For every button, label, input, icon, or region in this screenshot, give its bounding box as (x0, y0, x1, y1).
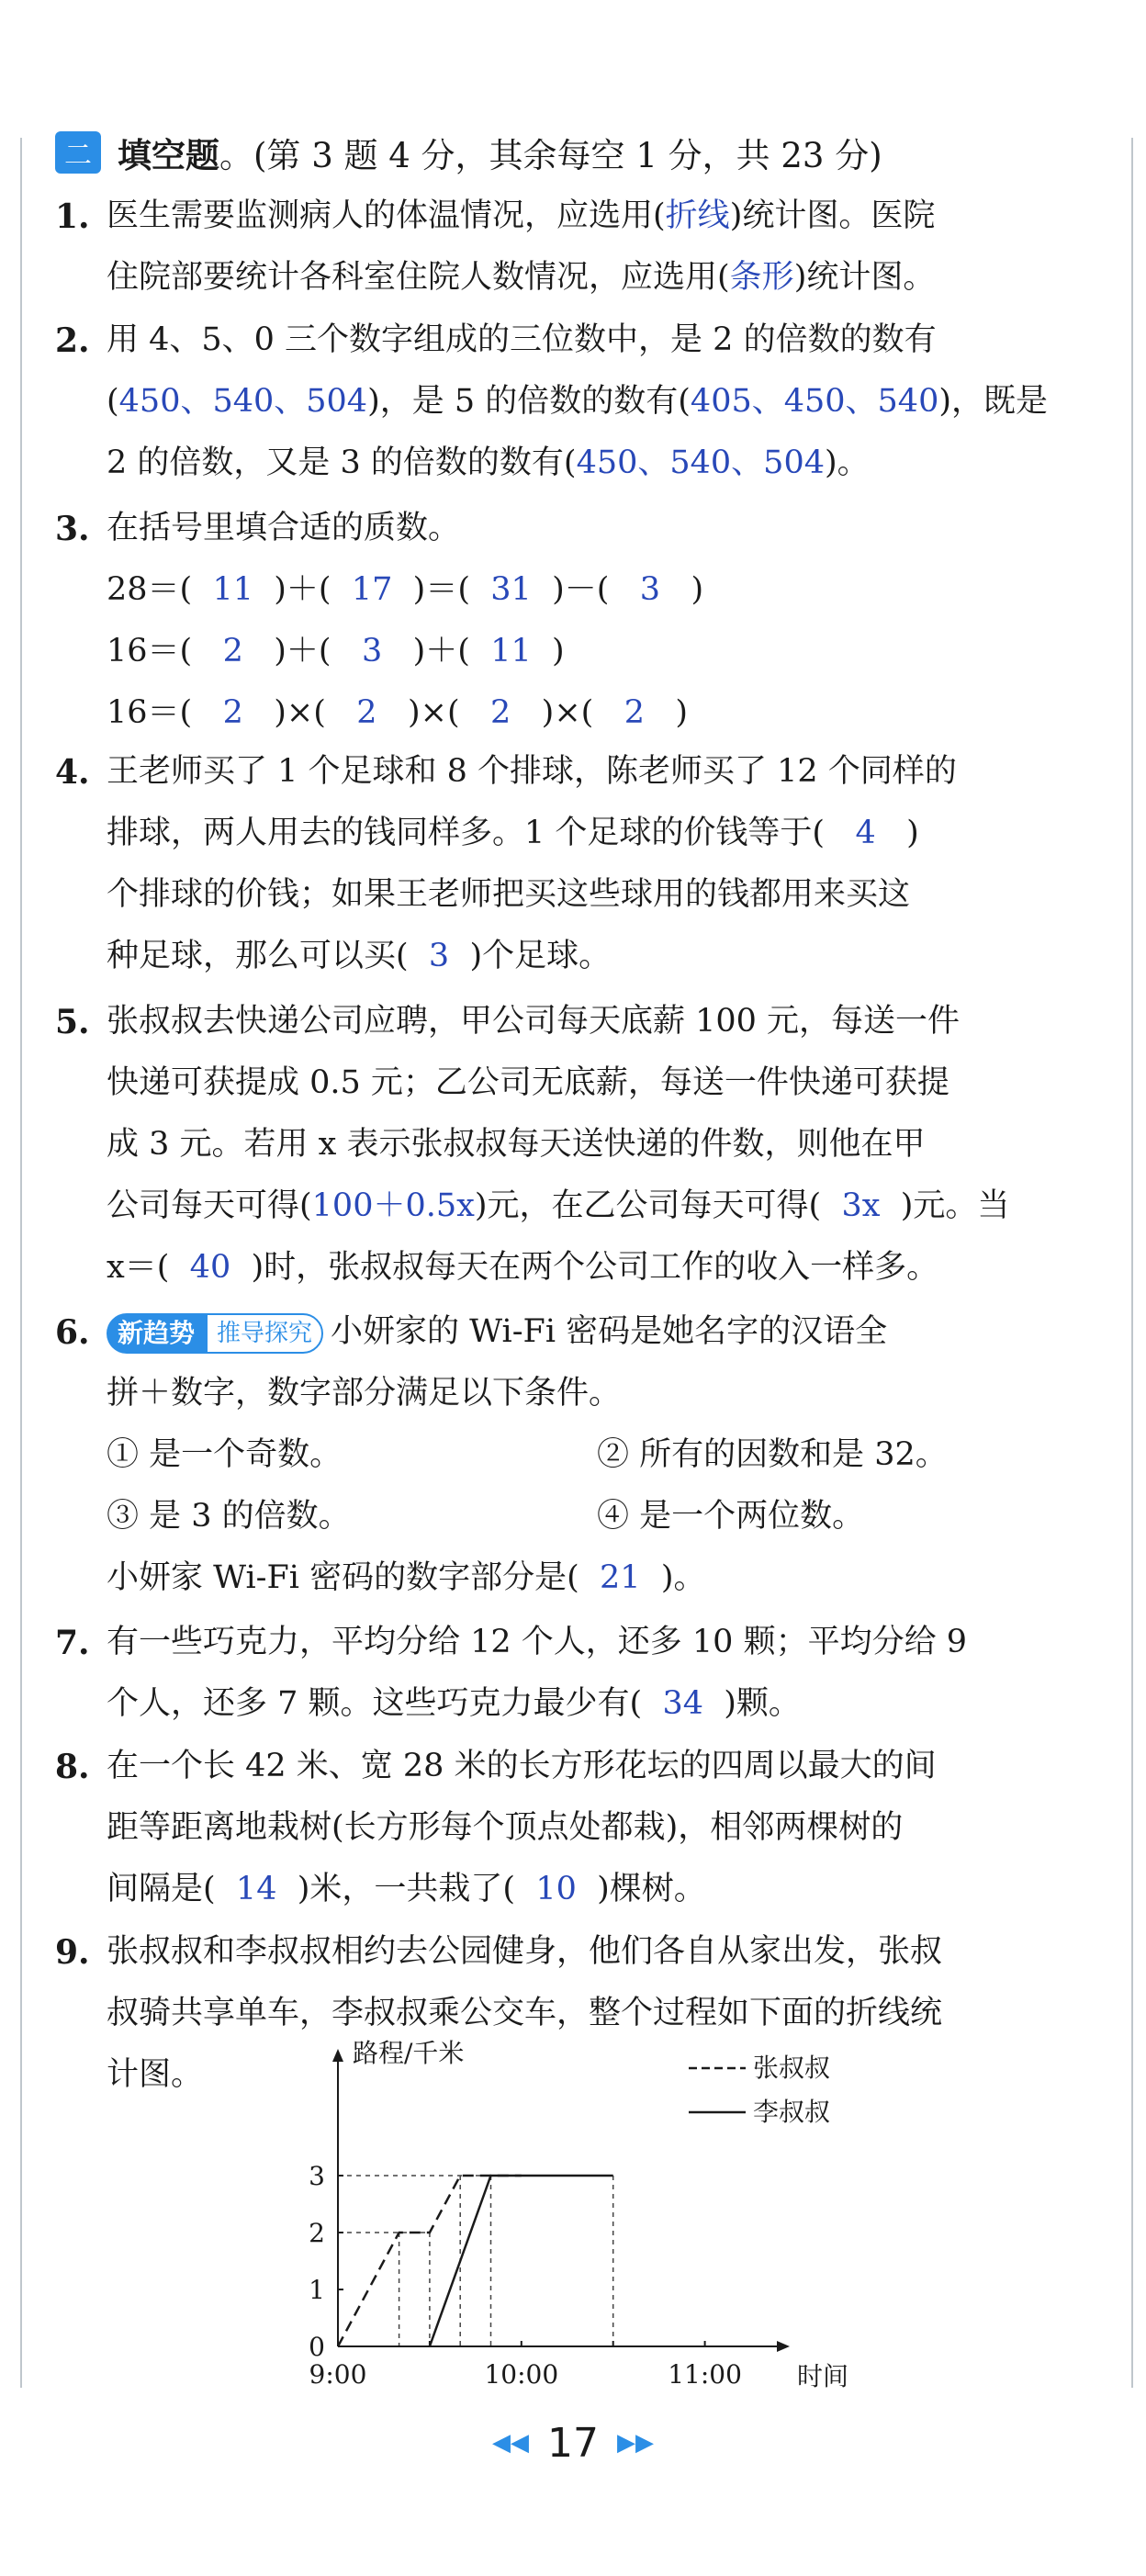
question-number: 7. (55, 1624, 90, 1662)
legend-label: 张叔叔 (753, 2053, 831, 2083)
q5-line-5: x＝( 40 )时，张叔叔每天在两个公司工作的收入一样多。 (107, 1249, 939, 1286)
answer: 4 (855, 815, 876, 851)
q5-line-1: 张叔叔去快递公司应聘，甲公司每天底薪 100 元，每送一件 (107, 1003, 961, 1040)
question-number: 1. (55, 197, 90, 236)
y-axis-title: 路程/千米 (353, 2038, 465, 2068)
question-number: 3. (55, 510, 90, 548)
q6-condition-4: ④ 是一个两位数。 (597, 1498, 865, 1535)
q3-row-2: 16＝( 2 )＋( 3 )＋( 11 ) (107, 633, 565, 669)
q4-line-4: 种足球，那么可以买( 3 )个足球。 (107, 938, 612, 974)
answer: 2 (222, 633, 243, 669)
x-tick-label: 9:00 (309, 2359, 367, 2390)
chart-series (338, 2176, 613, 2346)
q1-line-1: 医生需要监测病人的体温情况，应选用(折线)统计图。医院 (107, 197, 936, 234)
chart-legend (689, 2053, 830, 2127)
answer: 11 (490, 633, 532, 669)
q6-condition-1: ① 是一个奇数。 (107, 1436, 343, 1473)
distance-time-line-chart (275, 2034, 918, 2397)
answer: 405、450、540 (690, 383, 939, 420)
q5-line-4: 公司每天可得(100＋0.5x)元，在乙公司每天可得( 3x )元。当 (107, 1187, 1010, 1224)
q6-line-1: 新趋势 推导探究 小妍家的 Wi-Fi 密码是她名字的汉语全 (107, 1304, 887, 1359)
answer: 2 (624, 694, 645, 731)
legend-label: 李叔叔 (753, 2097, 831, 2127)
q5-line-3: 成 3 元。若用 x 表示张叔叔每天送快递的件数，则他在甲 (107, 1126, 926, 1163)
q7-line-2: 个人，还多 7 颗。这些巧克力最少有( 34 )颗。 (107, 1685, 801, 1722)
answer: 2 (490, 694, 511, 731)
answer: 2 (222, 694, 243, 731)
q5-line-2: 快递可获提成 0.5 元；乙公司无底薪，每送一件快递可获提 (107, 1064, 949, 1101)
answer: 100＋0.5x (311, 1187, 475, 1224)
answer: 3 (639, 571, 661, 608)
q4-line-3: 个排球的价钱；如果王老师把买这些球用的钱都用来买这 (107, 876, 911, 913)
x-axis-arrow-icon (777, 2341, 790, 2352)
answer: 34 (662, 1685, 703, 1722)
answer: 450、540、504 (576, 444, 825, 481)
question-number: 5. (55, 1003, 90, 1041)
q9-line-2: 叔骑共享单车，李叔叔乘公交车，整个过程如下面的折线统 (107, 1995, 943, 2031)
q8-line-3: 间隔是( 14 )米，一共栽了( 10 )棵树。 (107, 1871, 706, 1907)
section-number-icon: 二 (55, 131, 101, 174)
q2-line-1: 用 4、5、0 三个数字组成的三位数中，是 2 的倍数的数有 (107, 321, 937, 358)
q6-condition-2: ② 所有的因数和是 32。 (597, 1436, 948, 1473)
q9-line-3: 计图。 (107, 2056, 204, 2093)
answer: 3 (428, 938, 450, 974)
q3-row-3: 16＝( 2 )×( 2 )×( 2 )×( 2 ) (107, 694, 689, 731)
left-margin-line (20, 138, 22, 2388)
y-tick-label: 2 (309, 2218, 325, 2248)
question-number: 8. (55, 1748, 90, 1786)
answer: 17 (351, 571, 393, 608)
q8-line-2: 距等距离地栽树(长方形每个顶点处都栽)，相邻两棵树的 (107, 1809, 904, 1846)
answer: 11 (212, 571, 254, 608)
q3-instruction: 在括号里填合适的质数。 (107, 510, 461, 546)
answer: 3 (361, 633, 383, 669)
chart-axes (332, 2049, 790, 2352)
y-axis-arrow-icon (332, 2049, 343, 2062)
chart-labels (309, 2038, 848, 2391)
x-axis-title: 时间 (797, 2361, 849, 2391)
trend-tag: 新趋势 (107, 1313, 206, 1354)
right-margin-line (1131, 138, 1133, 2388)
series-line-2 (430, 2176, 613, 2346)
answer: 10 (535, 1871, 577, 1907)
answer: 3x (841, 1187, 881, 1224)
section-title: 填空题 (118, 136, 219, 175)
answer: 14 (235, 1871, 277, 1907)
question-number: 2. (55, 321, 90, 360)
q1-line-2: 住院部要统计各科室住院人数情况，应选用(条形)统计图。 (107, 259, 936, 296)
q6-line-2: 拼＋数字，数字部分满足以下条件。 (107, 1375, 622, 1412)
question-number: 4. (55, 753, 90, 792)
question-number: 9. (55, 1933, 90, 1972)
q7-line-1: 有一些巧克力，平均分给 12 个人，还多 10 颗；平均分给 9 (107, 1624, 967, 1660)
q4-line-1: 王老师买了 1 个足球和 8 个排球，陈老师买了 12 个同样的 (107, 753, 957, 790)
section-score-note: 。(第 3 题 4 分，其余每空 1 分，共 23 分) (219, 136, 882, 175)
q6-line-5: 小妍家 Wi-Fi 密码的数字部分是( 21 )。 (107, 1559, 706, 1596)
page-footer (0, 2406, 1146, 2480)
next-arrows-icon: ▶▶ (617, 2429, 654, 2457)
question-number: 6. (55, 1313, 90, 1352)
answer: 条形 (729, 259, 794, 296)
page-number: 17 (547, 2419, 599, 2467)
q6-condition-3: ③ 是 3 的倍数。 (107, 1498, 351, 1535)
x-tick-label: 11:00 (668, 2359, 742, 2390)
y-tick-label: 3 (309, 2161, 325, 2191)
q4-line-2: 排球，两人用去的钱同样多。1 个足球的价钱等于( 4 ) (107, 815, 919, 851)
answer: 折线 (665, 197, 730, 234)
answer: 450、540、504 (118, 383, 368, 420)
answer: 40 (189, 1249, 231, 1286)
chart-guides (338, 2176, 613, 2346)
x-tick-label: 10:00 (484, 2359, 559, 2390)
y-tick-label: 1 (309, 2275, 325, 2305)
q3-row-1: 28＝( 11 )＋( 17 )＝( 31 )－( 3 ) (107, 571, 704, 608)
section-header (55, 125, 882, 180)
q9-line-1: 张叔叔和李叔叔相约去公园健身，他们各自从家出发，张叔 (107, 1933, 943, 1970)
answer: 21 (600, 1559, 641, 1596)
answer: 2 (356, 694, 377, 731)
type-tag: 推导探究 (206, 1313, 323, 1354)
q2-line-2: (450、540、504)，是 5 的倍数的数有(405、450、540)，既是 (107, 383, 1048, 420)
prev-arrows-icon: ◀◀ (492, 2429, 529, 2457)
q8-line-1: 在一个长 42 米、宽 28 米的长方形花坛的四周以最大的间 (107, 1748, 937, 1784)
q2-line-3: 2 的倍数，又是 3 的倍数的数有(450、540、504)。 (107, 444, 870, 481)
y-tick-label: 0 (309, 2332, 325, 2362)
answer: 31 (490, 571, 532, 608)
